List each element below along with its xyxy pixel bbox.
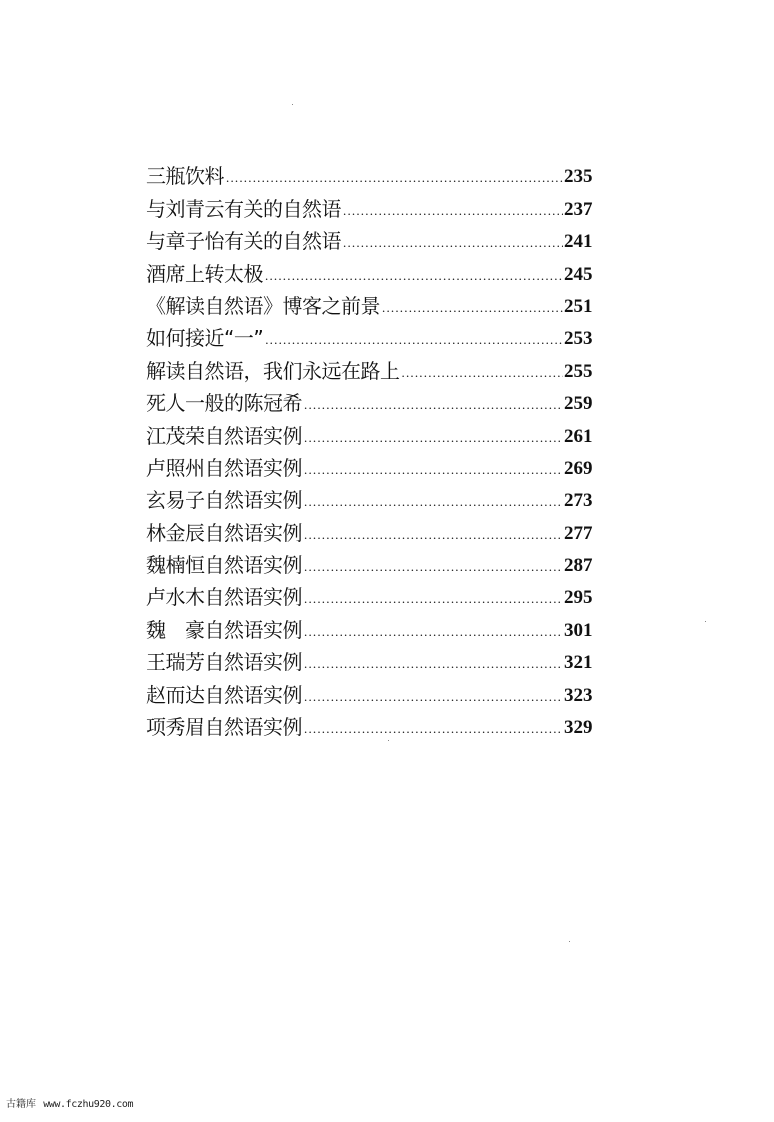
toc-entry-page: 287 (564, 555, 593, 577)
toc-entry-page: 245 (564, 263, 593, 285)
toc-entry-title: 卢照州自然语实例 (146, 455, 302, 480)
toc-entry-title: 赵而达自然语实例 (146, 682, 302, 707)
watermark-site-name: 古籍库 (6, 1099, 36, 1110)
toc-entry-title: 玄易子自然语实例 (146, 488, 302, 513)
source-watermark (6, 1099, 133, 1111)
toc-leader-dots (265, 332, 563, 348)
toc-entry-page: 261 (564, 425, 593, 447)
toc-leader-dots (343, 235, 563, 251)
toc-entry (146, 415, 602, 447)
toc-entry (146, 188, 602, 220)
toc-entry-title: 卢水木自然语实例 (146, 585, 302, 610)
scan-speck (292, 104, 293, 105)
toc-entry-page: 269 (564, 457, 593, 479)
toc-entry-title: 林金辰自然语实例 (146, 520, 302, 545)
toc-entry (146, 221, 602, 253)
toc-entry-title: 魏楠恒自然语实例 (146, 553, 302, 578)
table-of-contents (146, 156, 602, 739)
toc-entry-page: 273 (564, 490, 593, 512)
toc-entry (146, 512, 602, 544)
toc-entry-title: 酒席上转太极 (146, 261, 263, 286)
watermark-url: www.fczhu920.com (43, 1099, 134, 1110)
scan-speck (388, 740, 389, 741)
toc-entry (146, 318, 602, 350)
toc-entry-page: 259 (564, 393, 593, 415)
toc-entry (146, 577, 602, 609)
toc-entry-title: 项秀眉自然语实例 (146, 715, 302, 740)
toc-entry-title: 王瑞芳自然语实例 (146, 650, 302, 675)
toc-leader-dots (304, 689, 563, 705)
toc-leader-dots (304, 462, 563, 478)
toc-entry-page: 329 (564, 717, 593, 739)
toc-leader-dots (382, 300, 563, 316)
toc-entry-page: 255 (564, 360, 593, 382)
toc-entry-title: 解读自然语，我们永远在路上 (146, 358, 400, 383)
toc-leader-dots (343, 203, 563, 219)
toc-entry-page: 301 (564, 619, 593, 641)
toc-entry-title: 与章子怡有关的自然语 (146, 229, 341, 254)
toc-leader-dots (304, 397, 563, 413)
toc-entry-title: 三瓶饮料 (146, 164, 224, 189)
toc-entry-title: 江茂荣自然语实例 (146, 423, 302, 448)
toc-entry (146, 642, 602, 674)
toc-entry (146, 383, 602, 415)
toc-leader-dots (265, 268, 563, 284)
toc-entry (146, 707, 602, 739)
toc-entry (146, 480, 602, 512)
toc-entry (146, 674, 602, 706)
toc-entry (146, 156, 602, 188)
toc-entry-page: 237 (564, 198, 593, 220)
toc-entry (146, 545, 602, 577)
toc-entry-title: 如何接近“一” (146, 326, 264, 351)
toc-leader-dots (402, 365, 564, 381)
scan-speck (569, 941, 570, 942)
toc-entry-title: 魏 豪自然语实例 (146, 617, 302, 642)
toc-entry-page: 323 (564, 684, 593, 706)
toc-leader-dots (304, 624, 563, 640)
toc-leader-dots (304, 494, 563, 510)
toc-leader-dots (226, 170, 563, 186)
toc-leader-dots (304, 656, 563, 672)
toc-leader-dots (304, 591, 563, 607)
toc-leader-dots (304, 527, 563, 543)
toc-entry (146, 286, 602, 318)
toc-entry (146, 609, 602, 641)
toc-leader-dots (304, 430, 563, 446)
toc-entry (146, 448, 602, 480)
toc-entry (146, 253, 602, 285)
toc-entry-page: 235 (564, 166, 593, 188)
toc-entry-page: 251 (564, 295, 593, 317)
toc-entry (146, 350, 602, 382)
toc-leader-dots (304, 721, 563, 737)
toc-entry-page: 321 (564, 652, 593, 674)
scan-speck (705, 621, 706, 622)
toc-entry-page: 253 (564, 328, 593, 350)
toc-leader-dots (304, 559, 563, 575)
toc-entry-title: 《解读自然语》博客之前景 (146, 293, 380, 318)
toc-entry-title: 与刘青云有关的自然语 (146, 196, 341, 221)
toc-entry-page: 295 (564, 587, 593, 609)
toc-entry-page: 241 (564, 231, 593, 253)
toc-entry-page: 277 (564, 522, 593, 544)
toc-entry-title: 死人一般的陈冠希 (146, 391, 302, 416)
